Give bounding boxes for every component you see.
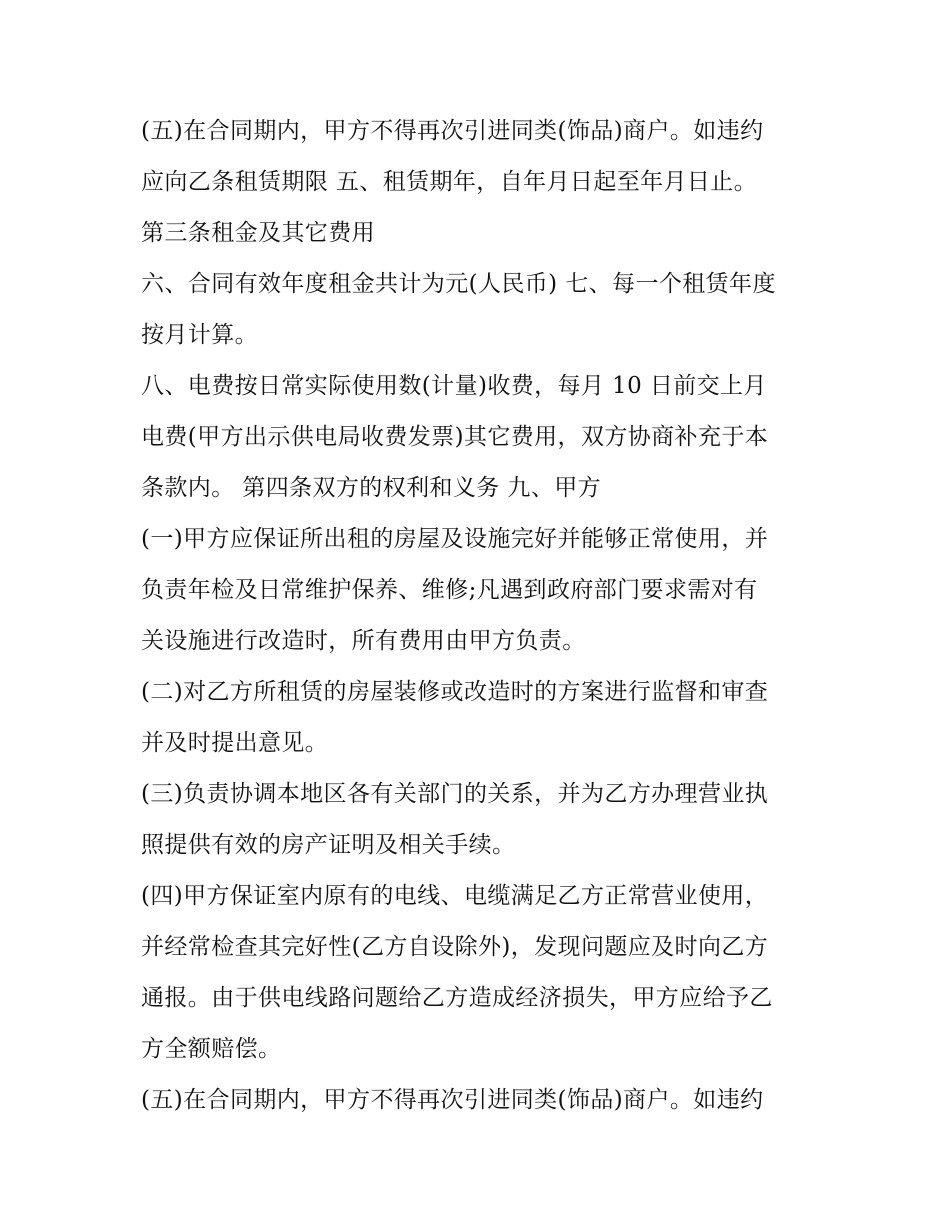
text-line-18: 通报。由于供电线路问题给乙方造成经济损失，甲方应给予乙 bbox=[141, 985, 773, 1011]
text-line-10: 负责年检及日常维护保养、维修;凡遇到政府部门要求需对有 bbox=[141, 577, 758, 603]
text-line-12: (二)对乙方所租赁的房屋装修或改造时的方案进行监督和审查 bbox=[141, 679, 769, 705]
text-line-9: (一)甲方应保证所出租的房屋及设施完好并能够正常使用，并 bbox=[141, 526, 769, 552]
text-line-15: 照提供有效的房产证明及相关手续。 bbox=[141, 832, 516, 858]
text-line-17: 并经常检查其完好性(乙方自设除外)，发现问题应及时向乙方 bbox=[141, 934, 769, 960]
text-line-11: 关设施进行改造时，所有费用由甲方负责。 bbox=[141, 628, 586, 654]
text-line-7: 电费(甲方出示供电局收费发票)其它费用，双方协商补充于本 bbox=[141, 424, 769, 450]
text-line-19: 方全额赔偿。 bbox=[141, 1036, 282, 1062]
text-line-13: 并及时提出意见。 bbox=[141, 730, 329, 756]
text-line-20: (五)在合同期内，甲方不得再次引进同类(饰品)商户。如违约 bbox=[141, 1087, 764, 1113]
text-line-4: 六、合同有效年度租金共计为元(人民币) 七、每一个租赁年度 bbox=[141, 271, 776, 297]
section-heading: 第三条租金及其它费用 bbox=[141, 220, 375, 246]
text-line-8: 条款内。 第四条双方的权利和义务 九、甲方 bbox=[141, 475, 602, 501]
text-line-6: 八、电费按日常实际使用数(计量)收费，每月 10 日前交上月 bbox=[141, 373, 767, 399]
text-line-14: (三)负责协调本地区各有关部门的关系，并为乙方办理营业执 bbox=[141, 781, 769, 807]
text-line-2: 应向乙条租赁期限 五、租赁期年，自年月日起至年月日止。 bbox=[141, 169, 758, 195]
text-line-1: (五)在合同期内，甲方不得再次引进同类(饰品)商户。如违约 bbox=[141, 118, 764, 144]
document-body bbox=[141, 106, 821, 1126]
text-line-5: 按月计算。 bbox=[141, 322, 258, 348]
text-line-16: (四)甲方保证室内原有的电线、电缆满足乙方正常营业使用， bbox=[141, 883, 769, 909]
